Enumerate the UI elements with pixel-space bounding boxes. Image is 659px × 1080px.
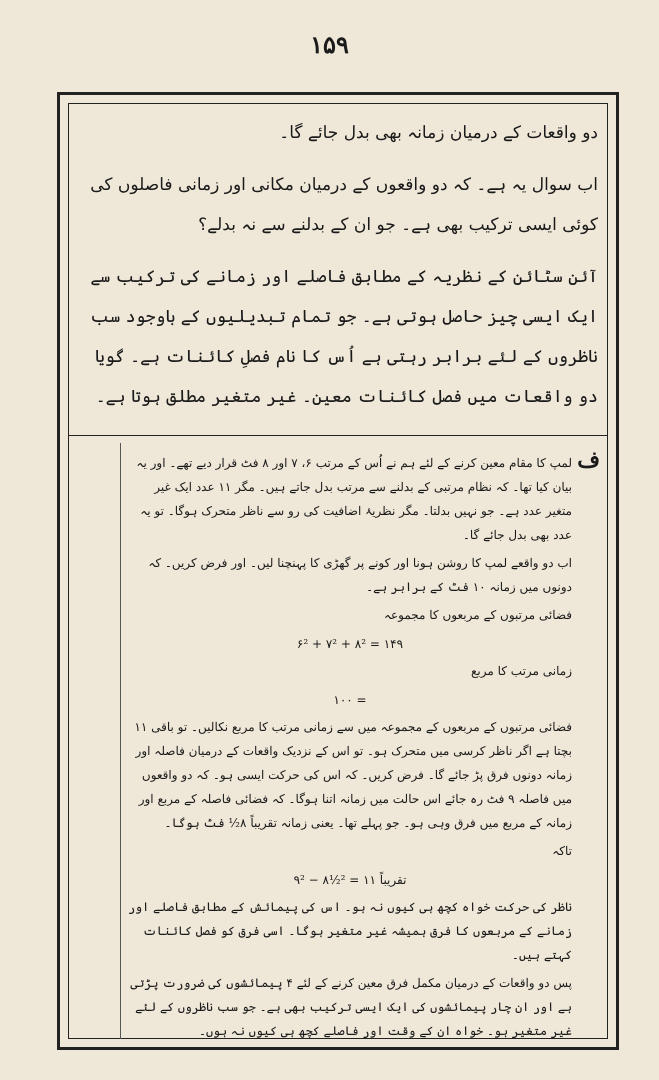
note-marker: ف <box>577 447 600 473</box>
note-label: زمانی مرتب کا مربع <box>471 664 572 678</box>
equation-spatial: ۶² + ۷² + ۸² = ۱۴۹ <box>296 637 404 651</box>
section-divider <box>68 435 608 436</box>
equation-final: ۹² − ۸½² = تقریباً ۱۱ <box>293 873 407 887</box>
equation-temporal: ۱۰۰ = <box>333 693 367 707</box>
note-paragraph: اب دو واقعے لمپ کا روشن ہونا اور کونے پر گھڑی کا پہنچنا لیں۔ اور فرض کریں۔ کہ دونوں میں زمانہ ۱۰ فٹ کے برابر ہے۔ <box>148 556 572 594</box>
note-paragraph: فضائی مرتبوں کے مربعوں کے مجموعہ میں سے زمانی مرتب کا مربع نکالیں۔ تو باقی ۱۱ بچتا ہے اگر ناظر کرسی میں متحرک ہو۔ تو اس کے نزدیک واقعات کے درمیان فاصلہ اور زمانہ دونوں فرق پڑ جائے گا۔ فرض کریں۔ کہ اس کی حرکت ایسی ہو۔ کہ دو واقعوں میں فاصلہ ۹ فٹ رہ جائے اس حالت میں زمانہ اتنا ہوگا۔ کہ فضائی فاصلہ کے مربع اور زمانہ کے مربع میں فرق وہی ہو۔ جو پہلے تھا۔ یعنی زمانہ تقریباً ۸½ فٹ ہوگا۔ <box>134 720 572 830</box>
main-text <box>78 113 598 429</box>
footnote-text <box>128 451 572 1047</box>
note-paragraph: لمپ کا مقام معین کرنے کے لئے ہم نے اُس کے مرتب ۶، ۷ اور ۸ فٹ قرار دیے تھے۔ اور یہ بیان کیا تھا۔ کہ نظام مرتبی کے بدلنے سے مرتب بدل جاتے ہیں۔ مگر ۱۱ عدد ایک غیر متغیر عدد ہے۔ جو نہیں بدلتا۔ مگر نظریۂ اضافیت کی رو سے ناظر متحرک ہوگا۔ تو یہ عدد بھی بدل جائے گا۔ <box>136 456 572 542</box>
paragraph: آئن سٹائن کے نظریہ کے مطابق فاصلے اور زمانے کی ترکیب سے ایک ایسی چیز حاصل ہوتی ہے۔ جو تمام تبدیلیوں کے باوجود سب ناظروں کے لئے برابر رہتی ہے اُس کا نام فصلِ کائنات ہے۔ گویا دو واقعات میں فصل کائنات معین۔ غیر متغیر مطلق ہوتا ہے۔ <box>90 267 598 407</box>
paragraph: اب سوال یہ ہے۔ کہ دو واقعوں کے درمیان مکانی اور زمانی فاصلوں کی کوئی ایسی ترکیب بھی ہے۔ جو ان کے بدلنے سے نہ بدلے؟ <box>90 175 598 235</box>
page-frame <box>57 92 619 1050</box>
page-number: ۱۵۹ <box>310 30 349 59</box>
note-label: تاکہ <box>552 844 572 858</box>
paragraph: دو واقعات کے درمیان زمانہ بھی بدل جائے گا۔ <box>279 123 598 143</box>
note-paragraph: ناظر کی حرکت خواہ کچھ ہی کیوں نہ ہو۔ اس کی پیمائش کے مطابق فاصلے اور زمانے کے مربعوں کا فرق ہمیشہ غیر متغیر ہوگا۔ اسی فرق کو فصل کائنات کہتے ہیں۔ <box>128 900 572 962</box>
note-paragraph: پس دو واقعات کے درمیان مکمل فرق معین کرنے کے لئے ۴ پیمائشوں کی ضرورت پڑتی ہے اور ان چار پیمائشوں کی ایک ایسی ترکیب بھی ہے۔ جو سب ناظروں کے لئے غیر متغیر ہو۔ خواہ ان کے وقت اور فاصلے کچھ ہی کیوں نہ ہوں۔ <box>130 976 572 1038</box>
note-label: فضائی مرتبوں کے مربعوں کا مجموعہ <box>383 608 572 622</box>
note-column-rule <box>120 443 121 1039</box>
